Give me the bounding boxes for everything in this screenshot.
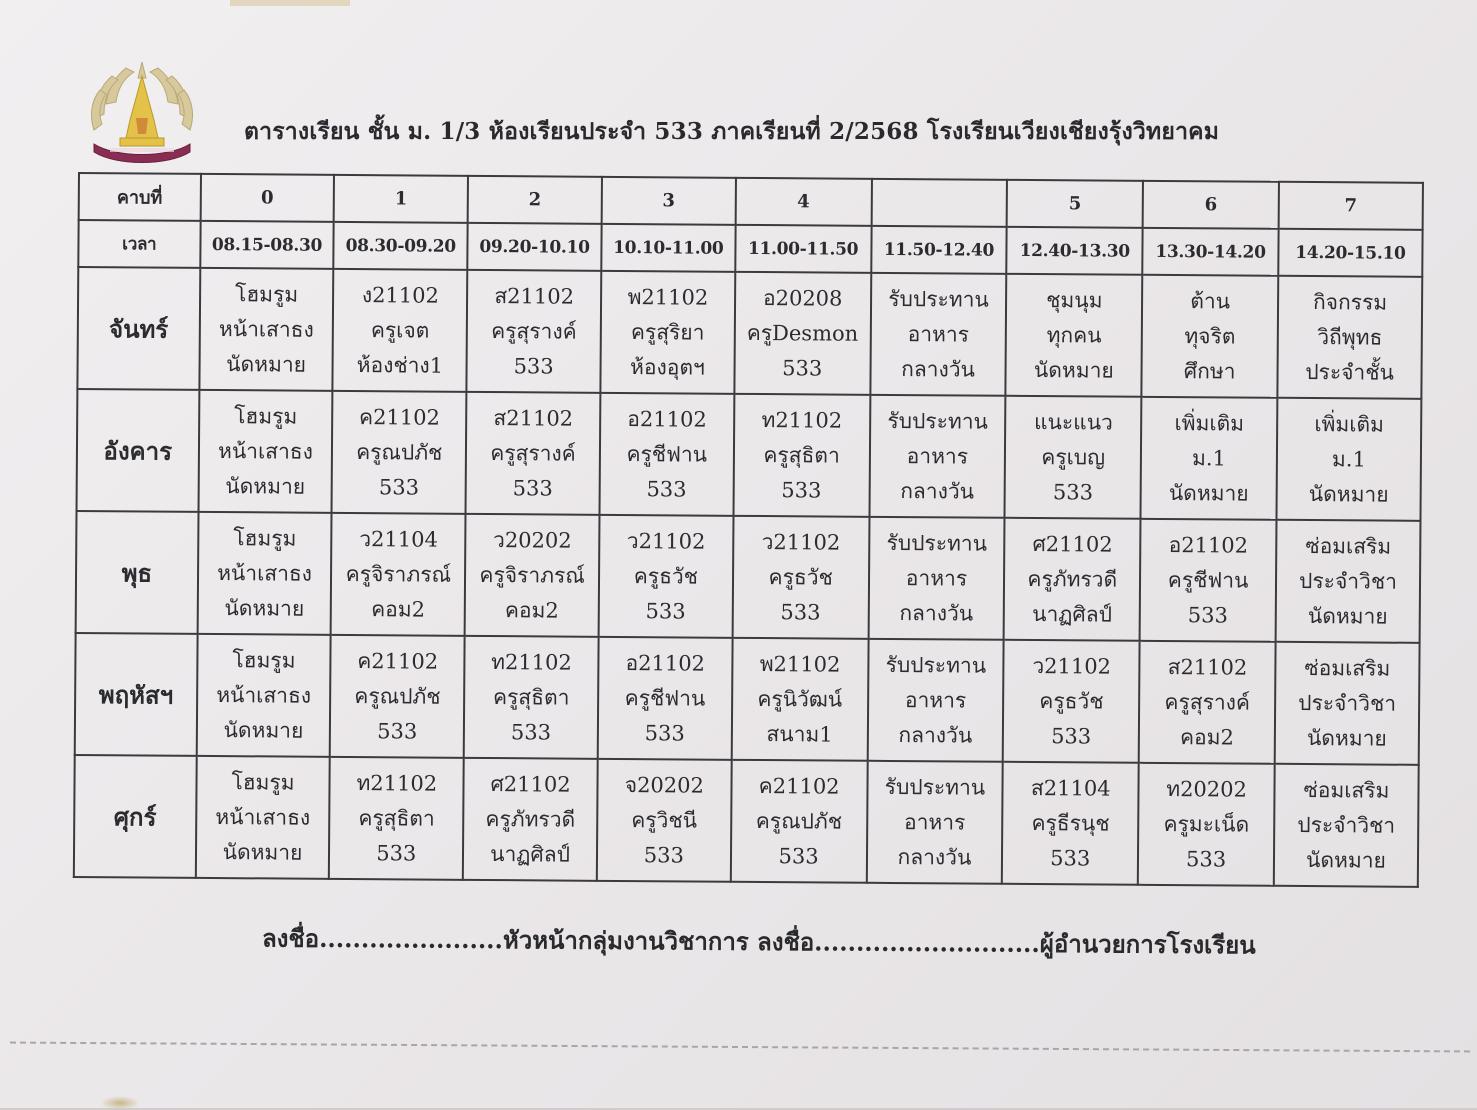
detail-line: ทุกคน [1046,322,1102,348]
detail-line: ครูสุริยา [630,319,705,345]
day-row [76,511,1421,643]
period-number: 7 [1279,182,1423,230]
schedule-cell [1142,275,1279,398]
schedule-cell [597,759,732,882]
cell-lines [1140,649,1275,755]
location-line: ห้องอุตฯ [629,354,705,380]
cell-lines [464,766,597,872]
detail-line: ครูมะเน็ด [1163,811,1250,837]
subject-line: โฮมรูม [235,281,299,307]
subject-line: โฮมรูม [232,647,296,673]
location-line: นัดหมาย [1307,603,1388,629]
schedule-cell [1002,762,1139,885]
location-line: 533 [512,475,553,500]
location-line: 533 [1052,479,1094,504]
schedule-cell [1276,520,1421,643]
location-line: 533 [378,474,420,500]
dashed-divider [10,1042,1470,1053]
time-slot: 10.10-11.00 [601,224,735,272]
period-header-label: คาบที่ [79,173,201,221]
detail-line: หน้าเสาธง [215,804,311,830]
cell-lines [333,399,466,505]
location-line: 533 [644,720,685,745]
schedule-cell [869,395,1006,518]
detail-line: ครูสุรางค์ [490,440,576,466]
subject-line: ค21102 [758,773,840,799]
detail-line: ครูสุธิตา [763,442,840,468]
location-line: นัดหมาย [1306,725,1387,751]
schedule-cell [199,268,334,391]
subject-line: ง21102 [361,282,440,308]
detail-line: ครูDesmon [746,320,859,346]
cell-lines [735,280,870,386]
schedule-cell [731,760,868,883]
schedule-cell [1274,764,1419,887]
subject-line: เพิ่มเติม [1174,410,1245,436]
location-line: 533 [1187,602,1229,627]
time-slot: 11.00-11.50 [735,225,871,273]
cell-lines [468,278,601,384]
period-number: 6 [1143,181,1279,229]
subject-line: ว21104 [359,526,439,552]
cell-lines [1003,770,1138,876]
location-line: นาฏศิลป์ [490,841,571,867]
schedule-cell [1006,274,1143,397]
detail-line: ครูชีฟาน [626,441,708,467]
location-line: นัดหมาย [222,839,303,865]
schedule-cell [196,634,331,757]
location-line: สนาม1 [766,721,833,747]
location-line: ประจำชั้น [1305,359,1394,385]
schedule-cell [332,391,467,514]
subject-line: แนะแนว [1033,409,1113,435]
subject-line: ท21102 [491,649,572,675]
schedule-cell [733,394,870,517]
schedule-cell [197,512,332,635]
timetable [73,172,1424,888]
schedule-cell [1141,397,1278,520]
cell-lines [1275,772,1418,878]
subject-line: รับประทาน [888,286,989,312]
location-line: 533 [376,840,417,865]
detail-line: อาหาร [904,687,967,713]
time-slot: 09.20-10.10 [467,223,601,271]
subject-line: พ21102 [759,651,841,677]
period-number [871,179,1007,227]
detail-line: ครูสุธิตา [358,805,435,831]
schedule-cell [1139,641,1276,764]
subject-line: ศ21102 [490,771,571,797]
location-line: 533 [377,718,418,744]
subject-line: ซ่อมเสริม [1305,533,1392,559]
schedule-cell [1275,642,1420,765]
cell-lines [1006,404,1141,510]
cell-lines [199,398,332,504]
detail-line: อาหาร [905,565,968,591]
location-line: กลางวัน [898,722,973,748]
cell-lines [1278,284,1421,390]
subject-line: ค21102 [357,648,439,674]
location-line: ศึกษา [1183,358,1236,383]
period-number: 5 [1007,180,1143,228]
location-line: 533 [510,719,552,744]
subject-line: ส21102 [1167,654,1248,680]
location-line: นัดหมาย [1306,847,1386,873]
time-header-label: เวลา [78,220,200,268]
page-title: ตารางเรียน ชั้น ม. 1/3 ห้องเรียนประจำ 533 ภาคเรียนที่ 2/2568 โรงเรียนเวียงเชียงรุ้งวิทยาคม [244,118,1220,145]
time-slot: 08.15-08.30 [200,221,334,269]
time-slot: 13.30-14.20 [1142,228,1278,276]
detail-line: หน้าเสาธง [218,316,314,342]
subject-line: พ21102 [627,284,709,310]
subject-line: เพิ่มเติม [1314,411,1385,437]
detail-line: ครูภัทรวดี [485,806,576,832]
subject-line: รับประทาน [885,652,987,678]
detail-line: ครูจิราภรณ์ [479,562,585,588]
schedule-cell [333,269,468,392]
detail-line: อาหาร [906,443,969,469]
detail-line: ครูชีฟาน [624,685,706,711]
subject-line: ซ่อมเสริม [1303,777,1390,803]
cell-lines [197,764,330,870]
day-row [74,755,1419,887]
cell-lines [198,520,331,626]
location-line: 533 [643,842,685,867]
detail-line: ครูสุรางค์ [1164,689,1251,715]
location-line: 533 [781,477,822,502]
detail-line: หน้าเสาธง [216,682,312,708]
location-line: 533 [645,598,686,623]
period-number: 2 [468,176,602,224]
day-name: พุธ [76,511,199,634]
detail-line: ม.1 [1191,445,1227,470]
subject-line: โฮมรูม [231,769,295,795]
signature-line: ลงชื่อ......................หัวหน้ากลุ่มงานวิชาการ ลงชื่อ...........................ผู้อำนวยการโรงเรียน [261,923,1256,960]
subject-line: ท20202 [1166,776,1248,802]
cell-lines [334,277,467,383]
subject-line: โฮมรูม [233,525,297,551]
subject-line: ศ21102 [1032,531,1113,557]
cell-lines [871,281,1006,387]
day-name: อังคาร [77,389,200,512]
detail-line: ครูจิราภรณ์ [345,561,452,587]
cell-lines [1276,650,1419,756]
cell-lines [1277,528,1420,634]
subject-line: ท21102 [761,407,843,433]
schedule-cell [195,756,330,879]
cell-lines [1141,527,1276,633]
schedule-cell [732,516,869,639]
cell-lines [601,279,734,385]
subject-line: อ21102 [1168,532,1249,558]
detail-line: ครูธวัช [633,563,699,589]
day-name: พฤหัสฯ [75,633,198,756]
location-line: คอม2 [1179,724,1235,749]
subject-line: ว20202 [492,527,572,553]
cell-lines [599,645,732,751]
subject-line: อ20208 [762,285,843,311]
schedule-cell [465,514,600,637]
location-line: 533 [1050,845,1091,870]
day-row [77,389,1422,521]
detail-line: หน้าเสาธง [217,438,313,464]
schedule-cell [598,637,733,760]
schedule-cell [866,761,1003,884]
school-emblem-icon [86,58,198,164]
subject-line: รับประทาน [887,408,989,434]
time-slot: 11.50-12.40 [871,226,1007,274]
cell-lines [466,522,599,628]
schedule-cell [1004,518,1141,641]
detail-line: ครูชีฟาน [1167,567,1249,593]
location-line: นัดหมาย [224,595,305,621]
cell-lines [332,521,465,627]
detail-line: อาหาร [907,321,970,347]
cell-lines [1278,406,1421,512]
subject-line: รับประทาน [884,774,986,800]
detail-line: ประจำวิชา [1299,568,1398,594]
cell-lines [733,524,868,630]
detail-line: ทุจริต [1184,323,1236,348]
location-line: คอม2 [371,596,426,622]
location-line: 533 [778,843,819,868]
cell-lines [197,642,330,748]
subject-line: โฮมรูม [234,403,298,429]
location-line: คอม2 [504,597,559,623]
schedule-cell [870,273,1007,396]
location-line: 533 [1185,846,1227,871]
schedule-cell [467,270,602,393]
detail-line: อาหาร [903,809,966,835]
cell-lines [734,402,869,508]
schedule-cell [1140,519,1277,642]
subject-line: ส21102 [494,283,575,309]
schedule-cell [330,635,465,758]
period-number: 3 [602,177,736,225]
schedule-cell [1003,640,1140,763]
location-line: กลางวัน [897,844,972,870]
cell-lines [598,767,731,873]
detail-line: ครูณปภัช [356,439,443,465]
subject-line: ว21102 [626,528,706,554]
subject-line: ส21102 [493,405,574,431]
cell-lines [1005,526,1140,632]
cell-lines [870,403,1005,509]
schedule-cell [464,636,599,759]
detail-line: ครูเจต [370,317,430,343]
cell-lines [465,644,598,750]
subject-line: อ21102 [627,406,707,432]
subject-line: ส21104 [1030,775,1111,801]
detail-line: ครูสุรางค์ [491,318,577,344]
location-line: นัดหมาย [223,717,304,743]
subject-line: รับประทาน [886,530,988,556]
location-line: กลางวัน [900,478,975,504]
subject-line: ว21102 [1032,653,1112,679]
location-line: กลางวัน [899,600,974,626]
location-line: 533 [782,355,823,380]
day-row [77,267,1422,399]
schedule-cell [329,757,464,880]
cell-lines [1139,771,1274,877]
cell-lines [1007,282,1142,388]
subject-line: ต้าน [1190,288,1231,313]
cell-lines [869,525,1004,631]
cell-lines [733,646,868,752]
day-row [75,633,1420,765]
subject-line: กิจกรรม [1312,289,1388,315]
cell-lines [601,401,734,507]
day-name: จันทร์ [77,267,200,390]
detail-line: ครูภัทรวดี [1027,566,1118,592]
subject-line: ค21102 [358,404,441,430]
cell-lines [1143,283,1278,389]
detail-line: หน้าเสาธง [217,560,313,586]
location-line: นัดหมาย [1168,480,1249,506]
period-number: 1 [334,175,468,223]
detail-line: ครูธีรนุช [1031,810,1110,836]
time-slot: 14.20-15.10 [1278,229,1422,277]
detail-line: ครูณปภัช [755,808,843,834]
subject-line: ซ่อมเสริม [1304,655,1391,681]
schedule-cell [734,272,871,395]
location-line: ห้องช่าง1 [356,352,444,378]
schedule-cell [731,638,868,761]
schedule-cell [1005,396,1142,519]
location-line: 533 [646,476,687,501]
cell-lines [1142,405,1277,511]
detail-line: ครูธวัช [768,564,833,590]
schedule-cell [463,758,598,881]
schedule-cell [1276,398,1421,521]
cell-lines [330,765,463,871]
schedule-cell [868,517,1005,640]
cell-lines [200,276,333,382]
location-line: 533 [513,353,554,378]
period-number: 0 [200,174,334,222]
detail-line: ครูวิชนี [631,807,698,833]
cell-lines [467,400,600,506]
schedule-cell [600,271,735,394]
subject-line: ชุมนุม [1046,287,1103,313]
schedule-cell [466,392,601,515]
location-line: 533 [780,599,821,624]
location-line: นาฏศิลป์ [1032,601,1113,627]
cell-lines [1004,648,1139,754]
detail-line: ครูณปภัช [354,683,441,709]
time-slot: 08.30-09.20 [334,222,468,270]
subject-line: จ20202 [624,772,705,798]
schedule-cell [331,513,466,636]
cell-lines [868,647,1003,753]
subject-line: อ21102 [625,650,706,676]
location-line: นัดหมาย [1033,357,1114,383]
detail-line: ครูธวัช [1039,688,1104,714]
location-line: นัดหมาย [225,473,306,499]
cell-lines [732,768,867,874]
schedule-cell [1138,763,1275,886]
paper-edge-strip [230,0,350,6]
subject-line: ว21102 [761,529,841,555]
time-slot: 12.40-13.30 [1007,227,1143,275]
detail-line: ครูเบญ [1041,444,1106,470]
day-name: ศุกร์ [74,755,197,878]
detail-line: ครูนิวัฒน์ [757,686,843,712]
location-line: นัดหมาย [226,351,307,377]
detail-line: วิถีพุทธ [1317,324,1383,350]
schedule-cell [867,639,1004,762]
schedule-cell [1277,276,1422,399]
detail-line: ครูสุธิตา [492,684,570,710]
detail-line: ประจำวิชา [1297,812,1396,838]
schedule-cell [599,393,734,516]
period-number: 4 [735,178,871,226]
schedule-cell [198,390,333,513]
schedule-cell [599,515,734,638]
cell-lines [867,769,1002,875]
location-line: 533 [1051,723,1092,748]
detail-line: ม.1 [1331,446,1366,471]
cell-lines [600,523,733,629]
subject-line: ท21102 [356,770,438,796]
cell-lines [331,643,464,749]
detail-line: ประจำวิชา [1298,690,1397,716]
location-line: กลางวัน [901,356,976,382]
location-line: นัดหมาย [1308,481,1389,507]
